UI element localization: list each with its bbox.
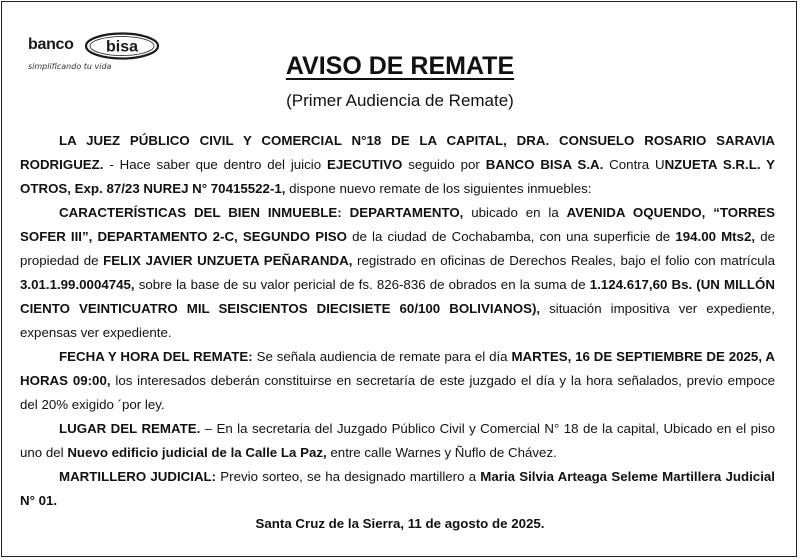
logo-word-banco: banco xyxy=(28,36,74,53)
closing-place-date: Santa Cruz de la Sierra, 11 de agosto de 2025. xyxy=(255,516,545,531)
notice-subtitle: (Primer Audiencia de Remate) xyxy=(286,91,514,110)
paragraph-court-order: LA JUEZ PÚBLICO CIVIL Y COMERCIAL N°18 DE LA CAPITAL, DRA. CONSUELO ROSARIO SARAVIA RODRIGUEZ. - Hace saber que dentro del juicio EJECUTIVO seguido por BANCO BISA S.A. Contra UNZUETA S.R.L. Y OTROS, Exp. 87/23 NUREJ N° 70415522-1, dispone nuevo remate de los siguientes inmuebles: xyxy=(20,133,776,196)
notice-title: AVISO DE REMATE xyxy=(285,52,515,80)
paragraph-auctioneer: MARTILLERO JUDICIAL: Previo sorteo, se ha designado martillero a Maria Silvia Arteaga Seleme Martillera Judicial N° 01. xyxy=(20,469,775,508)
notice-body xyxy=(20,129,775,513)
paragraph-location: LUGAR DEL REMATE. – En la secretaria del Juzgado Público Civil y Comercial N° 18 de la capital, Ubicado en el piso uno del Nuevo edificio judicial de la Calle La Paz, entre calle Warnes y Ñuflo de Chávez. xyxy=(20,421,775,460)
logo-word-bisa: bisa xyxy=(105,38,139,56)
paragraph-date-time: FECHA Y HORA DEL REMATE: Se señala audiencia de remate para el día MARTES, 16 DE SEPTIEMBRE DE 2025, A HORAS 09:00, los interesados deberán constituirse en secretaría de este juzgado el día y la hora señalados, previo empoce del 20% exigido ´por ley. xyxy=(20,349,775,412)
paragraph-property-details: CARACTERÍSTICAS DEL BIEN INMUEBLE: DEPARTAMENTO, ubicado en la AVENIDA OQUENDO, “TORRES SOFER III”, DEPARTAMENTO 2-C, SEGUNDO PISO de la ciudad de Cochabamba, con una superficie de 194.00 Mts2, de propiedad de FELIX JAVIER UNZUETA PEÑARANDA, registrado en oficinas de Derechos Reales, bajo el folio con matrícula 3.01.1.99.0004745, sobre la base de su valor pericial de fs. 826-836 de obrados en la suma de 1.124.617,60 Bs. (UN MILLÓN CIENTO VEINTICUATRO MIL SEISCIENTOS DIECISIETE 60/100 BOLIVIANOS), situación impositiva ver expediente, expensas ver expediente. xyxy=(20,205,776,340)
logo-tagline: simplificando tu vida xyxy=(28,62,112,71)
